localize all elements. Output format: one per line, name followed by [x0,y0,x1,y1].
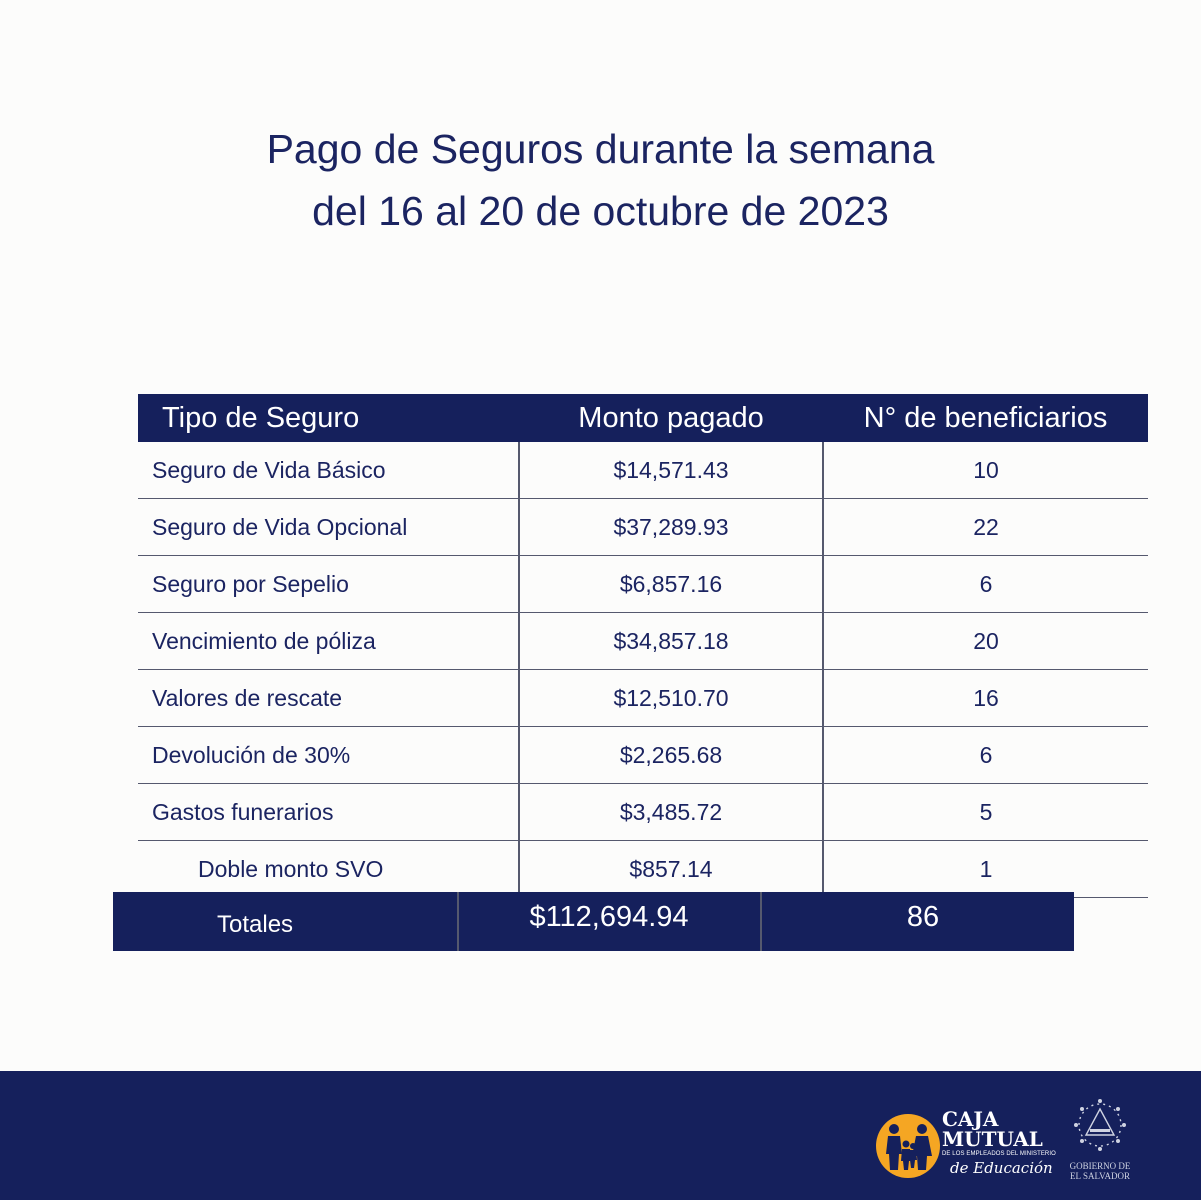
table-row [138,727,1148,784]
table-row [138,613,1148,670]
cell-beneficiarios: 6 [823,727,1148,784]
totals-monto: $112,694.94 [529,901,689,933]
cell-monto: $6,857.16 [519,556,823,613]
caja-word: CAJA [942,1107,999,1131]
gobierno-logo [1060,1095,1140,1195]
cell-tipo: Valores de rescate [138,670,519,727]
caja-subtitle: DE LOS EMPLEADOS DEL MINISTERIO [942,1151,1056,1157]
gobierno-line-1: GOBIERNO DE [1069,1161,1131,1171]
cell-tipo: Vencimiento de póliza [138,613,519,670]
cell-monto: $37,289.93 [519,499,823,556]
cell-monto: $2,265.68 [519,727,823,784]
totals-label: Totales [217,911,294,938]
table-row [138,784,1148,841]
insurance-table [138,394,1148,898]
cell-beneficiarios: 16 [823,670,1148,727]
cell-monto: $3,485.72 [519,784,823,841]
coat-of-arms-icon [1068,1095,1132,1157]
cell-tipo: Doble monto SVO [138,841,519,898]
cell-tipo: Seguro de Vida Básico [138,442,519,499]
title-line-1: Pago de Seguros durante la semana [266,126,935,172]
gobierno-line-2: EL SALVADOR [1070,1171,1130,1181]
caja-educacion: de Educación [950,1159,1053,1177]
cell-tipo: Seguro de Vida Opcional [138,499,519,556]
mutual-word: MUTUAL [942,1127,1043,1151]
cell-beneficiarios: 20 [823,613,1148,670]
cell-beneficiarios: 22 [823,499,1148,556]
caja-mutual-logo [876,1107,1056,1189]
cell-monto: $14,571.43 [519,442,823,499]
page-title [0,118,1201,242]
table-row [138,442,1148,499]
cell-beneficiarios: 6 [823,556,1148,613]
cell-monto: $857.14 [519,841,823,898]
cell-tipo: Seguro por Sepelio [138,556,519,613]
cell-tipo: Gastos funerarios [138,784,519,841]
cell-monto: $12,510.70 [519,670,823,727]
family-icon [880,1119,936,1175]
cell-monto: $34,857.18 [519,613,823,670]
header-beneficiarios: N° de beneficiarios [823,394,1148,442]
footer-bar [0,1071,1201,1200]
header-tipo: Tipo de Seguro [138,394,519,442]
cell-beneficiarios: 1 [823,841,1148,898]
cell-beneficiarios: 10 [823,442,1148,499]
totals-row [113,892,1074,951]
title-line-2: del 16 al 20 de octubre de 2023 [312,188,889,234]
totals-beneficiarios: 86 [906,901,940,933]
table-row [138,499,1148,556]
table-row [138,556,1148,613]
header-monto: Monto pagado [519,394,823,442]
table-header-row [138,394,1148,442]
cell-beneficiarios: 5 [823,784,1148,841]
table-row [138,670,1148,727]
cell-tipo: Devolución de 30% [138,727,519,784]
